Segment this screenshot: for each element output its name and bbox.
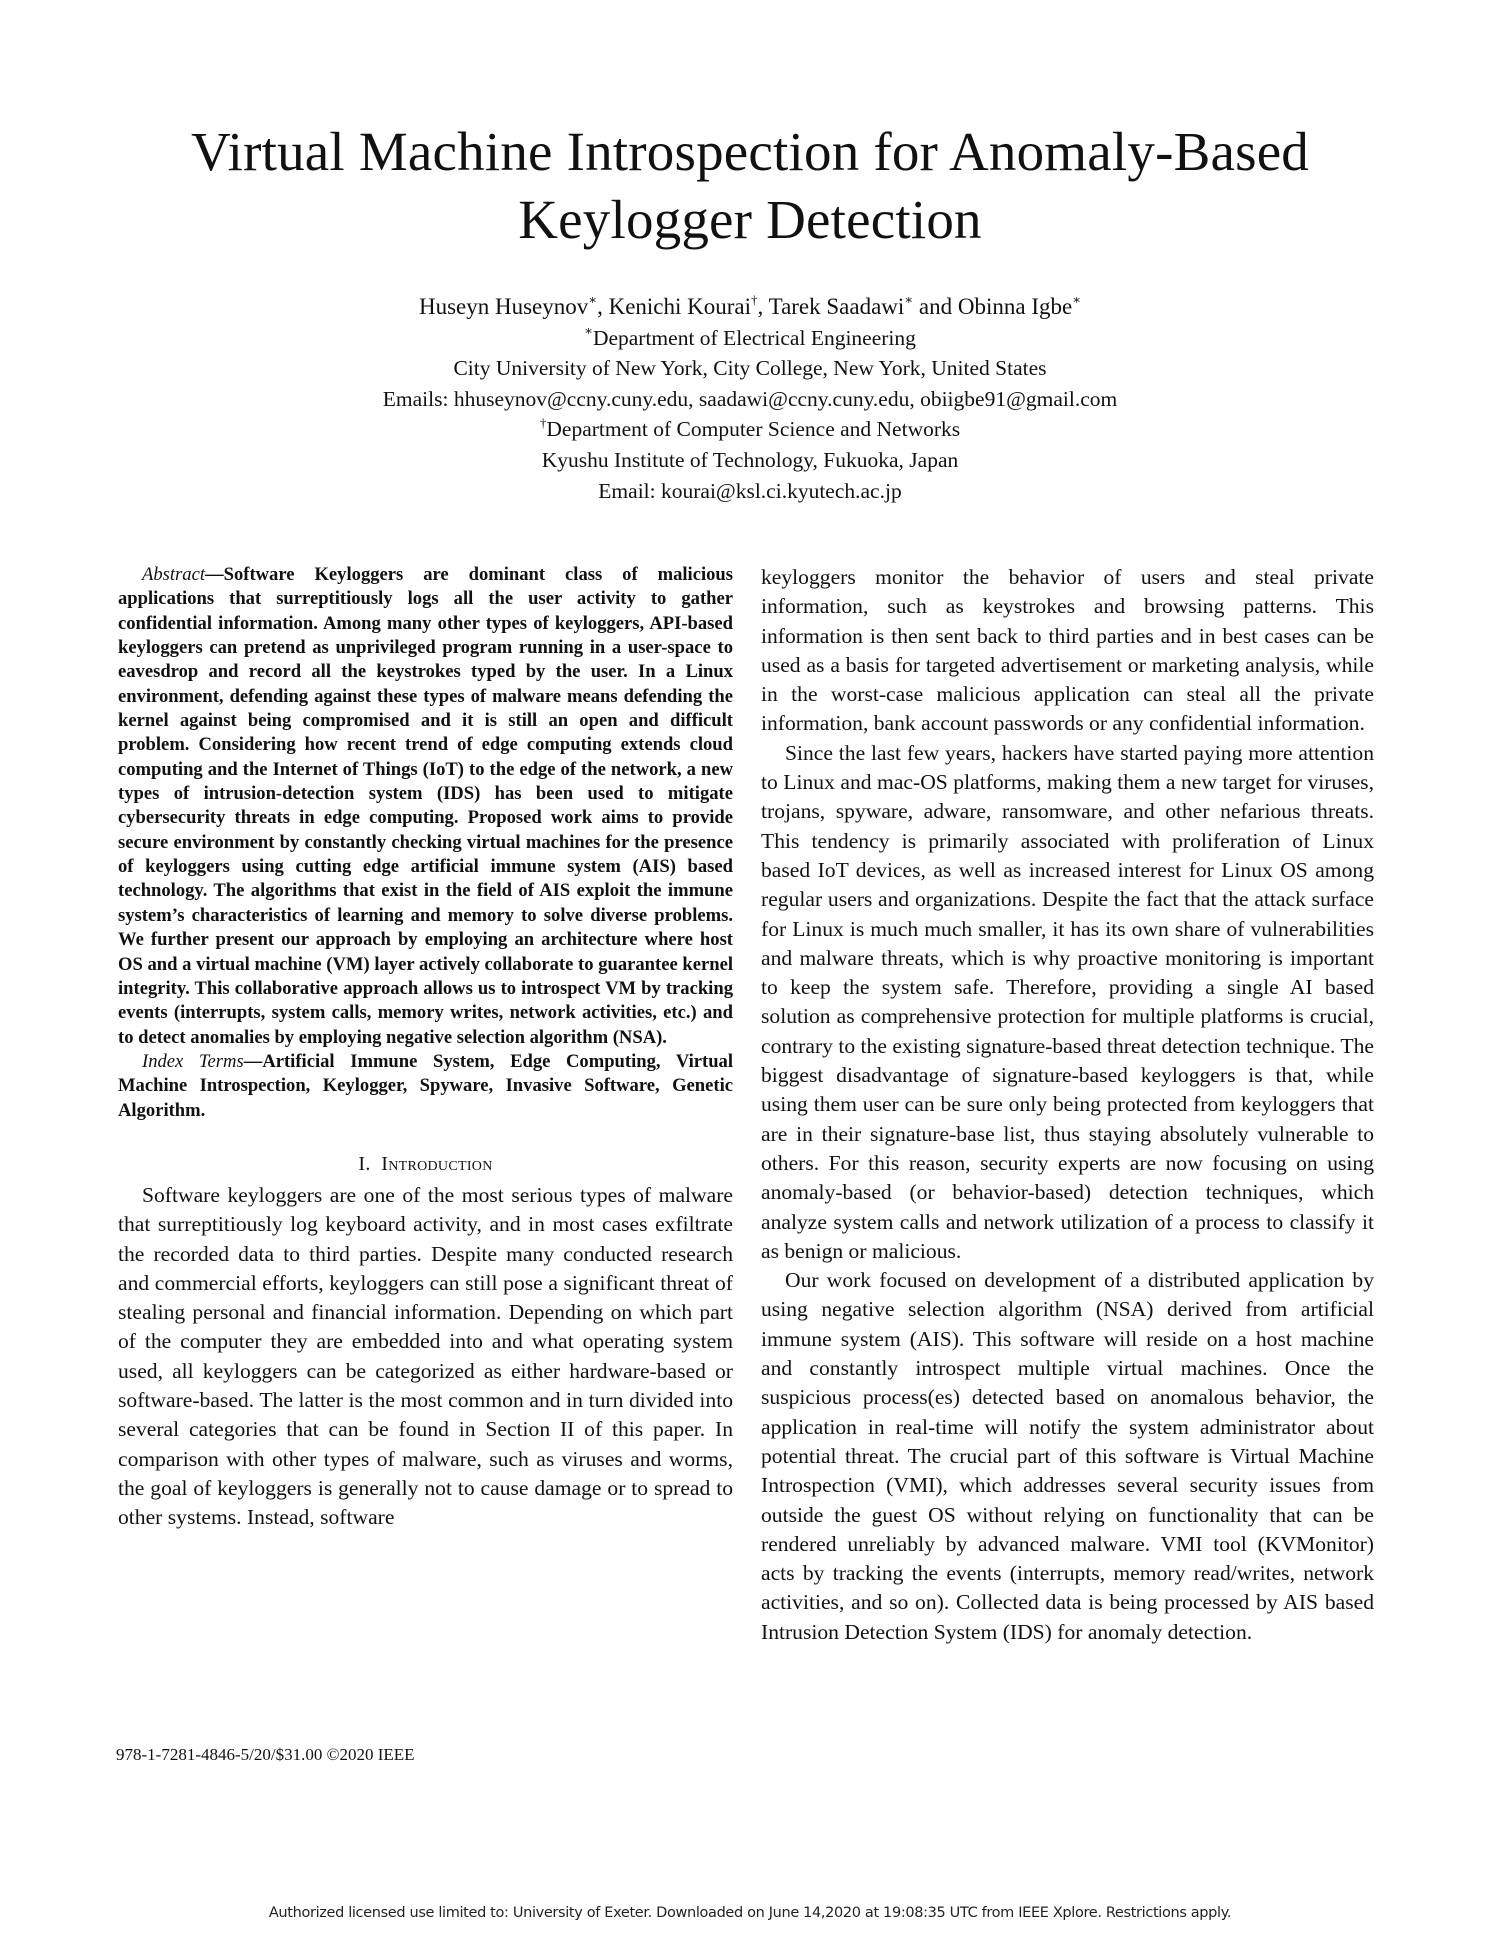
author-list: Huseyn Huseynov∗, Kenichi Kourai†, Tarek Saadawi∗ and Obinna Igbe∗ [418, 292, 1082, 319]
intro-paragraph-2: Since the last few years, hackers have started paying more attention to Linux and mac-OS platforms, making them a new target for viruses, trojans, spyware, adware, ransomware, and other nefarious threats. This tendency is primarily associated with proliferation of Linux based IoT devices, as well as increased interest for Linux OS among regular users and organizations. Despite the fact that the attack surface for Linux is much much smaller, it has its own share of vulnerabilities and malware threats, which is why proactive monitoring is important to keep the system safe. Therefore, providing a single AI based solution as comprehensive protection for multiple platforms is crucial, contrary to the existing signature-based threat detection technique. The biggest disadvantage of signature-based keyloggers is that, while using them user can be sure only being protected from keyloggers that are in their signature-base list, thus staying absolutely vulnerable to others. For this reason, security experts are now focusing on using anomaly-based (or behavior-based) detection techniques, which analyze system calls and network utilization of a process to classify it as benign or malicious. [761, 740, 1375, 1263]
index-terms: Index Terms—Artificial Immune System, Edge Computing, Virtual Machine Introspection, Keylogger, Spyware, Invasive Software, Genetic Algorithm. [118, 1050, 733, 1121]
intro-paragraph-3: Our work focused on development of a distributed application by using negative selection algorithm (NSA) derived from artificial immune system (AIS). This software will reside on a host machine and constantly introspect multiple virtual machines. Once the suspicious process(es) detected based on anomalous behavior, the application in real-time will notify the system administrator about potential threat. The crucial part of this software is Virtual Machine Introspection (VMI), which addresses several security issues from outside the guest OS without relying on functionality that can be rendered unreliably by advanced malware. VMI tool (KVMonitor) acts by tracking the events (interrupts, memory read/writes, network activities, and so on). Collected data is being processed by AIS based Intrusion Detection System (IDS) for anomaly detection. [761, 1268, 1374, 1644]
affiliation-institution: City University of New York, City College, New York, United States [453, 356, 1047, 381]
abstract-label: Abstract [142, 564, 206, 585]
section-heading-introduction: I. Introduction [358, 1152, 493, 1175]
author-name: Huseyn Huseynov [418, 294, 589, 319]
author-block [0, 292, 1500, 506]
affiliation-department: †Department of Computer Science and Networks [539, 415, 961, 442]
abstract-text: Software Keyloggers are dominant class of malicious applications that surreptitiously logs all the user activity to gather confidential information. Among many other types of keyloggers, API-based keyloggers can pretend as unprivileged program running in a user-space to eavesdrop and record all the keystrokes typed by the user. In a Linux environment, defending against these types of malware means defending the kernel against being compromised and it is still an open and difficult problem. Considering how recent trend of edge computing extends cloud computing and the Internet of Things (IoT) to the edge of the network, a new types of intrusion-detection system (IDS) has been used to mitigate cybersecurity threats in edge computing. Proposed work aims to provide secure environment by constantly checking virtual machines for the presence of keyloggers using cutting edge artificial immune system (AIS) based technology. The algorithms that exist in the field of AIS exploit the immune system’s characteristics of learning and memory to solve diverse problems. We further present our approach by employing an architecture where host OS and a virtual machine (VM) layer actively collaborate to guarantee kernel integrity. This collaborative approach allows us to introspect VM by tracking events (interrupts, system calls, memory writes, network activities, etc.) and to detect anomalies by employing negative selection algorithm (NSA). [118, 564, 733, 1048]
affiliation-mark: † [751, 292, 758, 308]
affiliation-mark: ∗ [904, 292, 914, 308]
license-footer: Authorized licensed use limited to: University of Exeter. Downloaded on June 14,2020 at 19:08:35 UTC from IEEE Xplore. Restrictions apply. [268, 1905, 1232, 1921]
copyright-notice: 978-1-7281-4846-5/20/$31.00 ©2020 IEEE [116, 1745, 415, 1764]
affiliation-institution: Kyushu Institute of Technology, Fukuoka, Japan [541, 447, 959, 472]
intro-paragraph-1: Software keyloggers are one of the most serious types of malware that surreptitiously log keyboard activity, and in most cases exfiltrate the recorded data to third parties. Despite many conducted research and commercial efforts, keyloggers can still pose a significant threat of stealing personal and financial information. Depending on which part of the computer they are embedded into and what operating system used, all keyloggers can be categorized as either hardware-based or software-based. The latter is the most common and in turn divided into several categories that can be found in Section II of this paper. In comparison with other types of malware, such as viruses and worms, the goal of keyloggers is generally not to cause damage or to spread to other systems. Instead, software [118, 1182, 733, 1530]
author-email: Email: kourai@ksl.ci.kyutech.ac.jp [598, 478, 902, 503]
intro-paragraph-1-continued: keyloggers monitor the behavior of users and steal private information, such as keystrokes and browsing patterns. This information is then sent back to third parties and in best cases can be used as a basis for targeted advertisement or marketing analysis, while in the worst-case malicious application can steal all the private information, bank account passwords or any confidential information. [761, 565, 1374, 736]
author-emails: Emails: hhuseynov@ccny.cuny.edu, saadawi@ccny.cuny.edu, obiigbe91@gmail.com [382, 386, 1118, 411]
affiliation-mark: ∗ [588, 292, 598, 308]
right-column [761, 563, 1374, 1647]
index-terms-text: Artificial Immune System, Edge Computing, Virtual Machine Introspection, Keylogger, Spyware, Invasive Software, Genetic Algorithm. [118, 1050, 733, 1121]
author-name: Tarek Saadawi [768, 294, 905, 319]
author-name: Obinna Igbe [957, 294, 1073, 319]
title-line-1: Virtual Machine Introspection for Anomaly-Based [190, 121, 1310, 182]
abstract: Abstract—Software Keyloggers are dominant class of malicious applications that surreptitiously logs all the user activity to gather confidential information. Among many other types of keyloggers, API-based keyloggers can pretend as unprivileged program running in a user-space to eavesdrop and record all the keystrokes typed by the user. In a Linux environment, defending against these types of malware means defending the kernel against being compromised and it is still an open and difficult problem. Considering how recent trend of edge computing extends cloud computing and the Internet of Things (IoT) to the edge of the network, a new types of intrusion-detection system (IDS) has been used to mitigate cybersecurity threats in edge computing. Proposed work aims to provide secure environment by constantly checking virtual machines for the presence of keyloggers using cutting edge artificial immune system (AIS) based technology. The algorithms that exist in the field of AIS exploit the immune system’s characteristics of learning and memory to solve diverse problems. We further present our approach by employing an architecture where host OS and a virtual machine (VM) layer actively collaborate to guarantee kernel integrity. This collaborative approach allows us to introspect VM by tracking events (interrupts, system calls, memory writes, network activities, etc.) and to detect anomalies by employing negative selection algorithm (NSA). [118, 564, 733, 1048]
index-terms-label: Index Terms [142, 1050, 244, 1072]
affiliation-mark: ∗ [1072, 292, 1082, 308]
left-column [118, 563, 733, 1532]
title-line-2: Keylogger Detection [518, 189, 982, 250]
paper-title [0, 118, 1500, 254]
affiliation-department: ∗Department of Electrical Engineering [584, 323, 916, 350]
author-name: Kenichi Kourai [608, 294, 752, 319]
